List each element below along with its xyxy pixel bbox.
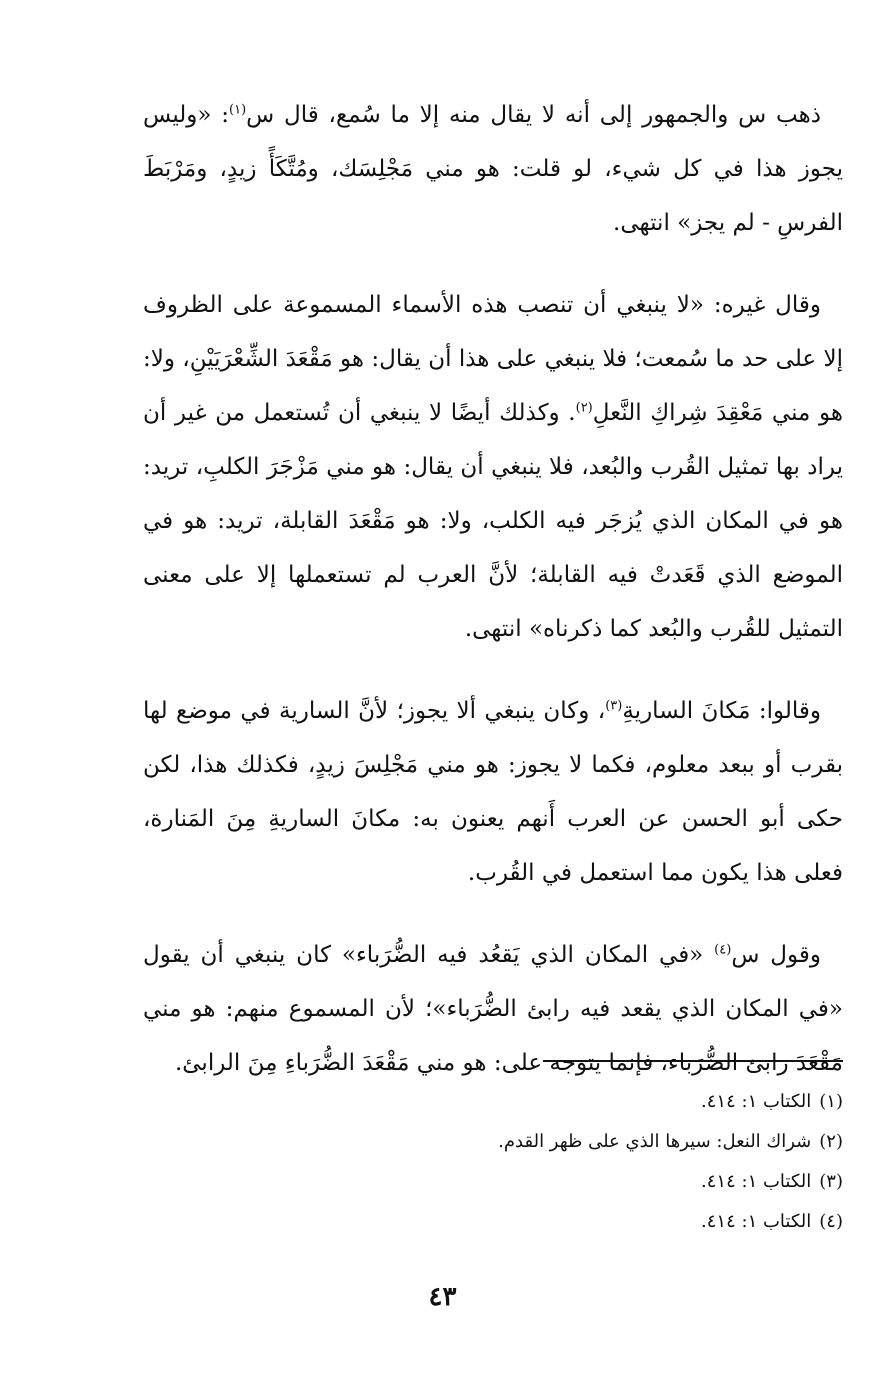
paragraph-text: وقول س (731, 942, 821, 968)
paragraph-text: «في المكان الذي يَقعُد فيه الضُّرَباء» كان ينبغي أن يقول «في المكان الذي يقعد فيه رابئ الضُّرَباء»؛ لأن المسموع منهم: هو مني مَقْعَدَ رابئ الضُّرَباء، فإنما يتوجه على: هو مني مَقْعَدَ الضُّرَباءِ مِنَ الرابئ. (143, 942, 843, 1076)
paragraph-text: وقالوا: مَكانَ الساريةِ (622, 698, 821, 724)
footnote-text: الكتاب ١: ٤١٤. (701, 1211, 812, 1232)
footnote-text: الكتاب ١: ٤١٤. (701, 1091, 812, 1112)
footnote-divider (543, 1060, 843, 1062)
footnote-number: (٣) (819, 1171, 843, 1192)
footnotes (143, 1082, 843, 1242)
footnote-1 (143, 1082, 843, 1122)
main-text (143, 88, 843, 1118)
footnote-ref-4: (٤) (714, 942, 732, 958)
footnote-number: (٢) (819, 1131, 843, 1152)
footnote-number: (٤) (819, 1211, 843, 1232)
page-number: ٤٣ (428, 1282, 457, 1312)
footnote-number: (١) (819, 1091, 843, 1112)
paragraph-1 (143, 88, 843, 250)
footnote-3 (143, 1162, 843, 1202)
paragraph-3 (143, 684, 843, 900)
footnote-ref-1: (١) (229, 102, 247, 118)
paragraph-2 (143, 278, 843, 656)
paragraph-4 (143, 928, 843, 1090)
footnote-text: شراك النعل: سيرها الذي على ظهر القدم. (498, 1131, 812, 1152)
paragraph-text: وقال غيره: «لا ينبغي أن تنصب هذه الأسماء المسموعة على الظروف إلا على حد ما سُمعت؛ فلا ينبغي على هذا أن يقال: هو مَقْعَدَ الشِّعْرَيَيْنِ، ولا: هو مني مَعْقِدَ شِراكِ النَّعلِ (143, 292, 843, 426)
footnote-2 (143, 1122, 843, 1162)
paragraph-text: . وكذلك أيضًا لا ينبغي أن تُستعمل من غير أن يراد بها تمثيل القُرب والبُعد، فلا ينبغي أن يقال: هو مني مَزْجَرَ الكلبِ، تريد: هو في المكان الذي يُزجَر فيه الكلب، ولا: هو مَقْعَدَ القابلة، تريد: هو في الموضع الذي قَعَدتْ فيه القابلة؛ لأنَّ العرب لم تستعملها إلا على معنى التمثيل للقُرب والبُعد كما ذكرناه» انتهى. (143, 400, 843, 642)
paragraph-text: : «وليس يجوز هذا في كل شيء، لو قلت: هو مني مَجْلِسَك، ومُتَّكَأً زيدٍ، ومَرْبَطَ الفرسِ - لم يجز» انتهى. (143, 102, 843, 236)
footnote-text: الكتاب ١: ٤١٤. (701, 1171, 812, 1192)
footnote-ref-3: (٣) (605, 698, 623, 714)
footnote-ref-2: (٢) (575, 400, 593, 416)
paragraph-text: ذهب س والجمهور إلى أنه لا يقال منه إلا ما سُمع، قال س (246, 102, 821, 128)
footnote-4 (143, 1202, 843, 1242)
paragraph-text: ، وكان ينبغي ألا يجوز؛ لأنَّ السارية في موضع لها بقرب أو ببعد معلوم، فكما لا يجوز: هو مني مَجْلِسَ زيدٍ، فكذلك هذا، لكن حكى أبو الحسن عن العرب أَنهم يعنون به: مكانَ الساريةِ مِنَ المَنارة، فعلى هذا يكون مما استعمل في القُرب. (143, 698, 843, 886)
